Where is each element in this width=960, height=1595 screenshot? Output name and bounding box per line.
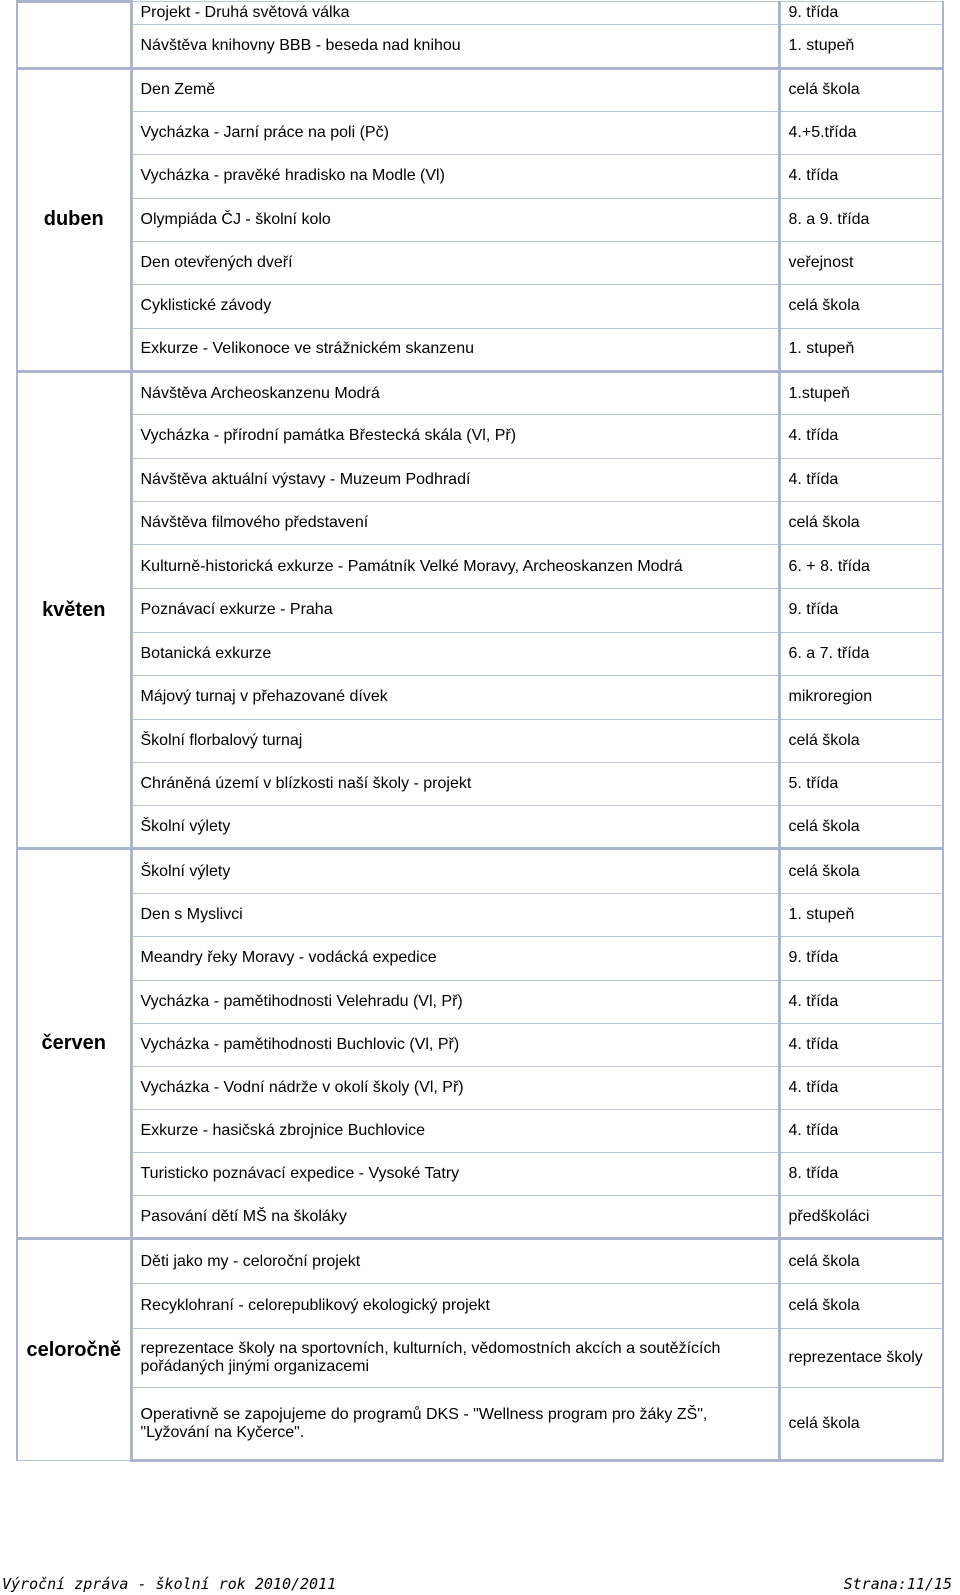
event-cell: Chráněná území v blízkosti naší školy - projekt — [131, 762, 779, 806]
event-cell: reprezentace školy na sportovních, kulturních, vědomostních akcích a soutěžících pořádaných jinými organizacemi — [131, 1328, 779, 1387]
table-row — [17, 242, 943, 285]
event-cell: Turisticko poznávací expedice - Vysoké Tatry — [131, 1153, 779, 1196]
table-row — [17, 1284, 943, 1329]
target-group-cell: 5. třída — [779, 762, 943, 806]
event-cell: Projekt - Druhá světová válka — [131, 2, 779, 25]
event-cell: Školní florbalový turnaj — [131, 719, 779, 762]
target-group-cell: 9. třída — [779, 937, 943, 980]
event-cell: Májový turnaj v přehazované dívek — [131, 675, 779, 719]
target-group-cell: 4. třída — [779, 980, 943, 1023]
table-row — [17, 502, 943, 545]
target-group-cell: 4. třída — [779, 155, 943, 198]
target-group-cell: celá škola — [779, 68, 943, 112]
target-group-cell: 4.+5.třída — [779, 112, 943, 155]
table-row — [17, 545, 943, 589]
event-cell: Olympiáda ČJ - školní kolo — [131, 198, 779, 242]
table-row — [17, 415, 943, 458]
target-group-cell: 6. + 8. třída — [779, 545, 943, 589]
target-group-cell: 1.stupeň — [779, 371, 943, 415]
event-cell: Den s Myslivci — [131, 894, 779, 937]
event-cell: Botanická exkurze — [131, 632, 779, 675]
event-cell: Den otevřených dveří — [131, 242, 779, 285]
event-cell: Vycházka - pamětihodnosti Velehradu (Vl, Př) — [131, 980, 779, 1023]
event-cell: Meandry řeky Moravy - vodácká expedice — [131, 937, 779, 980]
table-row — [17, 328, 943, 371]
target-group-cell: 4. třída — [779, 1109, 943, 1152]
target-group-cell: celá škola — [779, 719, 943, 762]
table-row — [17, 980, 943, 1023]
target-group-cell: celá škola — [779, 1284, 943, 1329]
target-group-cell: celá škola — [779, 502, 943, 545]
activity-schedule-table — [16, 0, 944, 1462]
target-group-cell: celá škola — [779, 1239, 943, 1284]
event-cell: Den Země — [131, 68, 779, 112]
table-row — [17, 155, 943, 198]
target-group-cell: mikroregion — [779, 675, 943, 719]
event-cell: Návštěva aktuální výstavy - Muzeum Podhradí — [131, 458, 779, 502]
table-row — [17, 762, 943, 806]
table-row — [17, 806, 943, 849]
table-row — [17, 675, 943, 719]
target-group-cell: celá škola — [779, 1388, 943, 1461]
event-cell: Recyklohraní - celorepublikový ekologický projekt — [131, 1284, 779, 1329]
table-row — [17, 458, 943, 502]
month-cell — [17, 2, 131, 69]
target-group-cell: 6. a 7. třída — [779, 632, 943, 675]
table-row — [17, 371, 943, 415]
event-cell: Školní výlety — [131, 849, 779, 894]
event-cell: Operativně se zapojujeme do programů DKS - "Wellness program pro žáky ZŠ", "Lyžování na Kyčerce". — [131, 1388, 779, 1461]
target-group-cell: 4. třída — [779, 458, 943, 502]
table-row — [17, 719, 943, 762]
event-cell: Exkurze - Velikonoce ve strážnickém skanzenu — [131, 328, 779, 371]
table-row — [17, 1388, 943, 1461]
month-cell: duben — [17, 68, 131, 371]
event-cell: Kulturně-historická exkurze - Památník Velké Moravy, Archeoskanzen Modrá — [131, 545, 779, 589]
table-row — [17, 198, 943, 242]
event-cell: Děti jako my - celoroční projekt — [131, 1239, 779, 1284]
event-cell: Vycházka - přírodní památka Břestecká skála (Vl, Př) — [131, 415, 779, 458]
table-row — [17, 1196, 943, 1239]
target-group-cell: 1. stupeň — [779, 328, 943, 371]
table-row — [17, 285, 943, 328]
event-cell: Vycházka - pravěké hradisko na Modle (Vl) — [131, 155, 779, 198]
event-cell: Poznávací exkurze - Praha — [131, 589, 779, 633]
target-group-cell: 1. stupeň — [779, 24, 943, 68]
schedule-body — [17, 2, 943, 1461]
month-cell: červen — [17, 849, 131, 1239]
target-group-cell: reprezentace školy — [779, 1328, 943, 1387]
footer-report-title: Výroční zpráva - školní rok 2010/2011 — [2, 1575, 337, 1593]
table-row — [17, 632, 943, 675]
target-group-cell: 1. stupeň — [779, 894, 943, 937]
table-row — [17, 1109, 943, 1152]
table-row — [17, 589, 943, 633]
event-cell: Cyklistické závody — [131, 285, 779, 328]
table-row — [17, 68, 943, 112]
table-row — [17, 24, 943, 68]
table-row — [17, 1066, 943, 1109]
table-row — [17, 1023, 943, 1066]
table-row — [17, 937, 943, 980]
table-row — [17, 112, 943, 155]
table-row — [17, 1239, 943, 1284]
table-row — [17, 849, 943, 894]
table-row — [17, 1153, 943, 1196]
target-group-cell: 8. třída — [779, 1153, 943, 1196]
target-group-cell: předškoláci — [779, 1196, 943, 1239]
target-group-cell: 4. třída — [779, 1023, 943, 1066]
month-cell: celoročně — [17, 1239, 131, 1461]
event-cell: Návštěva filmového představení — [131, 502, 779, 545]
target-group-cell: 4. třída — [779, 415, 943, 458]
event-cell: Vycházka - Jarní práce na poli (Pč) — [131, 112, 779, 155]
target-group-cell: veřejnost — [779, 242, 943, 285]
event-cell: Vycházka - Vodní nádrže v okolí školy (Vl, Př) — [131, 1066, 779, 1109]
footer-page-number: Strana:11/15 — [843, 1575, 952, 1593]
event-cell: Návštěva knihovny BBB - beseda nad knihou — [131, 24, 779, 68]
target-group-cell: celá škola — [779, 849, 943, 894]
table-row — [17, 2, 943, 25]
event-cell: Exkurze - hasičská zbrojnice Buchlovice — [131, 1109, 779, 1152]
event-cell: Pasování dětí MŠ na školáky — [131, 1196, 779, 1239]
target-group-cell: celá škola — [779, 285, 943, 328]
target-group-cell: 9. třída — [779, 2, 943, 25]
target-group-cell: 4. třída — [779, 1066, 943, 1109]
event-cell: Školní výlety — [131, 806, 779, 849]
event-cell: Vycházka - pamětihodnosti Buchlovic (Vl, Př) — [131, 1023, 779, 1066]
event-cell: Návštěva Archeoskanzenu Modrá — [131, 371, 779, 415]
target-group-cell: 8. a 9. třída — [779, 198, 943, 242]
table-row — [17, 1328, 943, 1387]
month-cell: květen — [17, 371, 131, 849]
table-row — [17, 894, 943, 937]
target-group-cell: celá škola — [779, 806, 943, 849]
target-group-cell: 9. třída — [779, 589, 943, 633]
